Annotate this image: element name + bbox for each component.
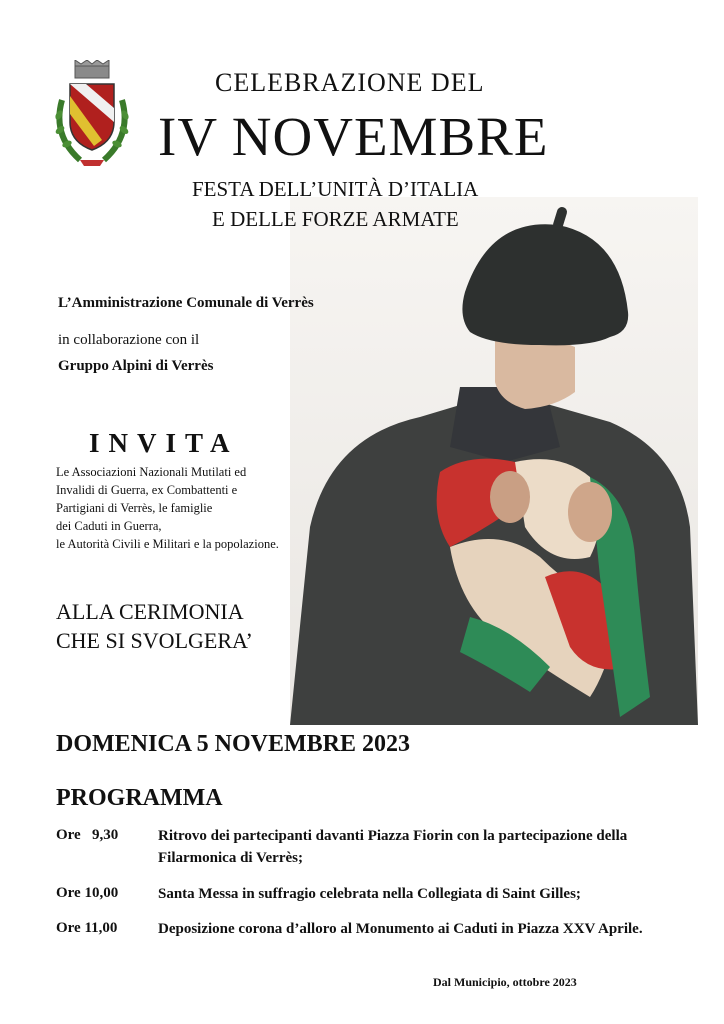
invitation-line: le Autorità Civili e Militari e la popolazione. (56, 537, 279, 551)
invitation-line: Partigiani di Verrès, le famiglie (56, 501, 213, 515)
signature: Dal Municipio, ottobre 2023 (433, 975, 577, 989)
programme-description: Santa Messa in suffragio celebrata nella Collegiata di Saint Gilles; (158, 886, 581, 902)
programme-time: Ore 11,00 (56, 920, 118, 936)
organizer-alpini: Gruppo Alpini di Verrès (58, 358, 214, 374)
header-title: IV NOVEMBRE (158, 106, 549, 167)
organizer-collaboration: in collaborazione con il (58, 332, 200, 348)
programme-description: Ritrovo dei partecipanti davanti Piazza Fiorin con la partecipazione della Filarmonica di Verrès; (158, 828, 628, 866)
header-line-1: CELEBRAZIONE DEL (215, 68, 485, 97)
invitation-line: Invalidi di Guerra, ex Combattenti e (56, 483, 238, 497)
programme-description: Deposizione corona d’alloro al Monumento ai Caduti in Piazza XXV Aprile. (158, 921, 643, 937)
programme-heading: PROGRAMMA (56, 785, 223, 811)
event-date: DOMENICA 5 NOVEMBRE 2023 (56, 731, 411, 757)
soldier-flag-photo (290, 197, 698, 725)
ceremony-line-1: ALLA CERIMONIA (56, 599, 244, 624)
ceremony-line-2: CHE SI SVOLGERA’ (56, 628, 253, 653)
programme-time: Ore 9,30 (56, 827, 119, 843)
programme-time: Ore 10,00 (56, 885, 119, 901)
invitation-text (56, 463, 279, 553)
invita-heading: INVITA (89, 428, 239, 458)
header-line-4: E DELLE FORZE ARMATE (212, 207, 459, 231)
verres-coat-of-arms (50, 60, 134, 170)
invitation-line: dei Caduti in Guerra, (56, 519, 162, 533)
organizer-municipality: L’Amministrazione Comunale di Verrès (58, 295, 314, 311)
invitation-line: Le Associazioni Nazionali Mutilati ed (56, 465, 247, 479)
header-line-3: FESTA DELL’UNITÀ D’ITALIA (192, 177, 479, 201)
